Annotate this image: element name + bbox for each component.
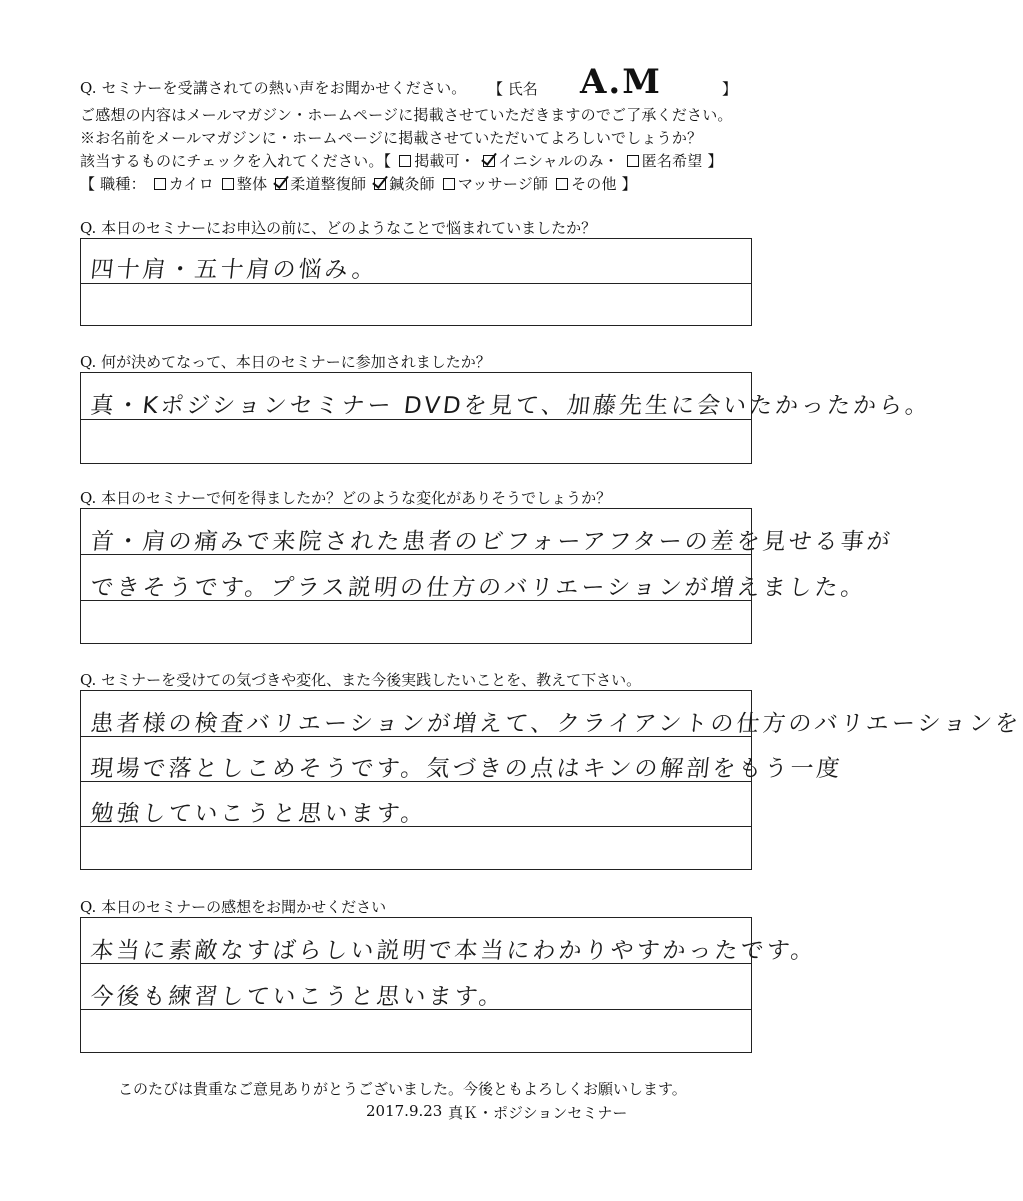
publish-initials-checkbox[interactable] (483, 155, 495, 167)
job-type-prefix: 【 職種： (80, 175, 146, 193)
answer-3-line-2: できそうです。プラス説明の仕方のバリエーションが増えました。 (89, 575, 868, 601)
answer-4-line-2: 現場で落としこめそうです。気づきの点はキンの解剖をもう一度 (89, 756, 844, 782)
publish-consent-suffix: 】 (707, 152, 723, 170)
publish-consent-row (80, 151, 723, 171)
job-seitai-checkbox[interactable] (222, 178, 234, 190)
job-other-checkbox[interactable] (556, 178, 568, 190)
form-instruction-line2: ご感想の内容はメールマガジン・ホームページに掲載させていただきますのでご了承ください。 (80, 106, 733, 124)
answer-box-1[interactable] (80, 238, 752, 326)
footer-thanks: このたびは貴重なご意見ありがとうございました。今後ともよろしくお願いします。 (118, 1080, 687, 1098)
job-chiro-checkbox[interactable] (154, 178, 166, 190)
answer-2-row-divider (81, 419, 751, 420)
job-type-row (80, 174, 637, 194)
question-2: Q. 何が決めてなって、本日のセミナーに参加されましたか？ (80, 353, 491, 371)
job-seitai-label: 整体 (236, 175, 268, 193)
publish-anonymous-checkbox[interactable] (627, 155, 639, 167)
job-judo-checkbox[interactable] (275, 178, 287, 190)
job-massage-label: マッサージ師 (457, 175, 549, 193)
job-acupuncture-checkbox[interactable] (374, 178, 386, 190)
job-type-suffix: 】 (621, 175, 637, 193)
question-4: Q. セミナーを受けての気づきや変化、また今後実践したいことを、教えて下さい。 (80, 671, 642, 689)
question-5: Q. 本日のセミナーの感想をお聞かせください (80, 898, 387, 916)
answer-5-row-divider-1 (81, 963, 751, 964)
answer-4-row-divider-2 (81, 781, 751, 782)
answer-box-5[interactable] (80, 917, 819, 1053)
answer-5-line-1: 本当に素敵なすばらしい説明で本当にわかりやすかったです。 (89, 938, 819, 964)
publish-ok-checkbox[interactable] (399, 155, 411, 167)
name-close-bracket: 】 (722, 80, 738, 98)
publish-consent-prefix: 該当するものにチェックを入れてください。【 (80, 152, 392, 170)
answer-4-line-1: 患者様の検査バリエーションが増えて、クライアントの仕方のバリエーションを (89, 711, 1023, 737)
answer-box-4[interactable] (80, 690, 1023, 870)
answer-5-line-2: 今後も練習していこうと思います。 (89, 984, 507, 1010)
answer-5-row-divider-2 (81, 1009, 751, 1010)
name-label: 【 氏名 (488, 80, 538, 98)
answer-4-row-divider-3 (81, 826, 751, 827)
job-other-label: その他 (571, 175, 617, 193)
answer-3-row-divider-1 (81, 554, 751, 555)
job-judo-label: 柔道整復師 (290, 175, 367, 193)
answer-2-line-1: 真・Kポジションセミナー DVDを見て、加藤先生に会いたかったから。 (89, 393, 933, 419)
answer-box-3[interactable] (80, 508, 894, 644)
answer-1-line-1: 四十肩・五十肩の悩み。 (89, 257, 380, 283)
job-acupuncture-label: 鍼灸師 (389, 175, 435, 193)
publish-ok-label: 掲載可・ (414, 152, 476, 170)
answer-1-row-divider (81, 283, 751, 284)
job-massage-checkbox[interactable] (443, 178, 455, 190)
answer-3-line-1: 首・肩の痛みで来院された患者のビフォーアフターの差を見せる事が (89, 529, 894, 555)
answer-box-2[interactable] (80, 372, 933, 464)
question-3: Q. 本日のセミナーで何を得ましたか？どのような変化がありそうでしょうか？ (80, 489, 612, 507)
answer-4-line-3: 勉強していこうと思います。 (89, 801, 429, 827)
job-chiro-label: カイロ (168, 175, 214, 193)
answer-4-row-divider-1 (81, 736, 751, 737)
form-instruction-line1: Q. セミナーを受講されての熱い声をお聞かせください。 (80, 79, 467, 97)
answer-3-row-divider-2 (81, 600, 751, 601)
publish-initials-label: イニシャルのみ・ (498, 152, 619, 170)
footer-date: 2017.9.23 (366, 1102, 443, 1120)
form-instruction-line3: ※お名前をメールマガジンに・ホームページに掲載させていただいてよろしいでしょうか？ (80, 129, 703, 147)
publish-anonymous-label: 匿名希望 (641, 152, 703, 170)
name-value: A.M (580, 62, 662, 102)
footer-seminar-name: 真Ｋ・ポジションセミナー (448, 1104, 628, 1122)
question-1: Q. 本日のセミナーにお申込の前に、どのようなことで悩まれていましたか？ (80, 219, 597, 237)
